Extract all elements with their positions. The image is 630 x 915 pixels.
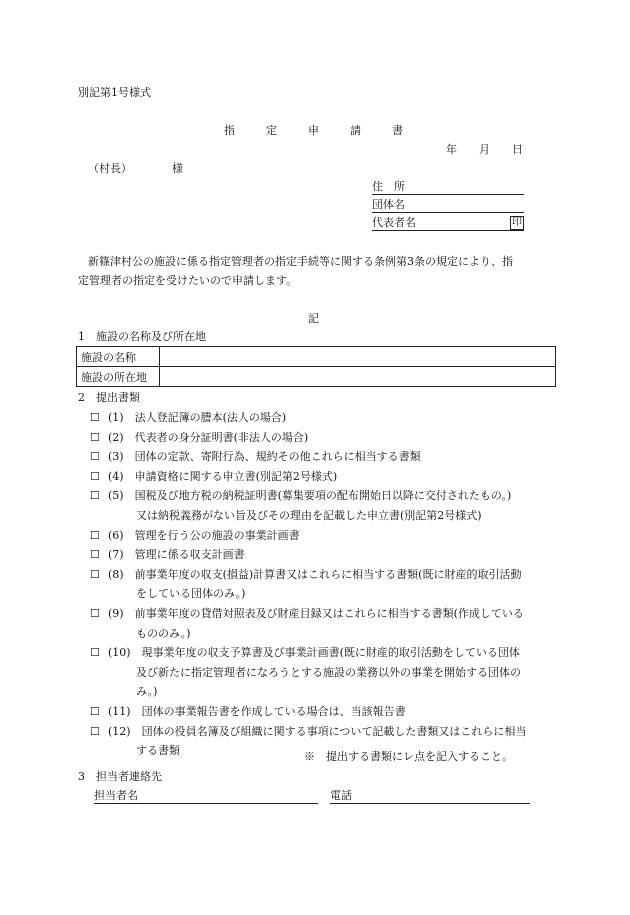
facility-location-label: 施設の所在地 <box>77 367 160 387</box>
checkbox[interactable]: ☐ <box>90 528 100 542</box>
item-number: (8) <box>108 567 124 581</box>
item-number: (7) <box>108 548 124 562</box>
phone-label: 電話 <box>330 789 352 802</box>
checkbox[interactable]: ☐ <box>90 646 100 660</box>
representative-label: 代表者名 <box>372 216 416 229</box>
date-line: 年 月 日 <box>446 143 523 156</box>
form-code: 別記第1号様式 <box>78 86 151 99</box>
item-text: 団体の役員名簿及び組織に関する事項について記載した書類又はこれらに相当 <box>141 724 527 738</box>
title-char: 定 <box>266 124 277 137</box>
item-number: (6) <box>108 528 124 542</box>
item-text: 前事業年度の貸借対照表及び財産目録又はこれらに相当する書類(作成している <box>134 606 524 620</box>
item-number: (3) <box>108 450 124 464</box>
item-text-continued: 及び新たに指定管理者になろうとする施設の業務以外の事業を開始する団体の <box>136 665 521 679</box>
item-number: (9) <box>108 606 124 620</box>
intro-text-line2: 定管理者の指定を受けたいので申請します。 <box>78 274 298 287</box>
addressee-honorific: 様 <box>172 162 183 175</box>
checkbox[interactable]: ☐ <box>90 548 100 562</box>
checkbox[interactable]: ☐ <box>90 567 100 581</box>
item-number: (12) <box>108 724 131 738</box>
item-text: 現事業年度の収支予算書及び事業計画書(既に財産的取引活動をしている団体 <box>141 646 520 660</box>
facility-name-label: 施設の名称 <box>77 347 160 367</box>
phone-field[interactable] <box>330 789 530 804</box>
checkbox[interactable]: ☐ <box>90 469 100 483</box>
address-field[interactable] <box>372 180 524 195</box>
checkbox[interactable]: ☐ <box>90 489 100 503</box>
item-text: 申請資格に関する申立書(別記第2号様式) <box>134 469 338 483</box>
seal-mark: 印 <box>512 217 522 228</box>
list-item <box>90 604 526 643</box>
list-item <box>90 545 526 565</box>
addressee-name: （村長） <box>88 162 132 175</box>
checkmark-note: ※ 提出する書類にレ点を記入すること。 <box>304 750 513 763</box>
item-text: 団体の事業報告書を作成している場合は、当該報告書 <box>141 704 406 718</box>
item-text-continued: する書類 <box>136 744 180 758</box>
title-char: 請 <box>350 124 361 137</box>
section3-heading: 3 担当者連絡先 <box>78 770 162 783</box>
section2-heading: 2 提出書類 <box>78 391 140 404</box>
item-text-continued: もののみ。) <box>136 626 191 640</box>
section1-heading: 1 施設の名称及び所在地 <box>78 330 206 343</box>
title-char: 書 <box>392 124 403 137</box>
item-number: (4) <box>108 469 124 483</box>
checkbox[interactable]: ☐ <box>90 724 100 738</box>
intro-text-line1: 新篠津村公の施設に係る指定管理者の指定手続等に関する条例第3条の規定により、指 <box>88 255 513 268</box>
item-text: 国税及び地方税の納税証明書(募集要項の配布開始日以降に交付されたもの。) <box>134 489 512 503</box>
list-item <box>90 643 526 702</box>
checkbox[interactable]: ☐ <box>90 450 100 464</box>
item-number: (1) <box>108 411 124 424</box>
checkbox[interactable]: ☐ <box>90 411 100 424</box>
item-text: 管理に係る収支計画書 <box>134 548 245 562</box>
item-text: 前事業年度の収支(損益)計算書又はこれらに相当する書類(既に財産的取引活動 <box>134 567 522 581</box>
list-item <box>90 428 526 448</box>
list-item <box>90 526 526 546</box>
title-char: 指 <box>224 124 235 137</box>
table-row <box>77 367 556 387</box>
item-text-continued: をしている団体のみ。) <box>136 587 246 601</box>
contact-person-label: 担当者名 <box>94 789 138 802</box>
item-text-continued: み。) <box>136 685 158 699</box>
list-item <box>90 447 526 467</box>
list-item <box>90 486 526 525</box>
facility-location-input[interactable] <box>160 367 556 387</box>
item-text: 法人登記簿の謄本(法人の場合) <box>134 411 287 424</box>
item-number: (10) <box>108 646 131 660</box>
checkbox[interactable]: ☐ <box>90 606 100 620</box>
item-text: 管理を行う公の施設の事業計画書 <box>134 528 300 542</box>
group-name-field[interactable] <box>372 198 524 213</box>
item-number: (11) <box>108 704 131 718</box>
table-row <box>77 347 556 367</box>
list-item <box>90 565 526 604</box>
item-number: (2) <box>108 430 124 444</box>
list-item <box>90 702 526 722</box>
representative-field[interactable] <box>372 216 524 231</box>
ki-heading: 記 <box>308 312 319 325</box>
document-list <box>90 408 526 761</box>
facility-table <box>76 346 556 387</box>
list-item <box>90 408 526 428</box>
title-char: 申 <box>308 124 319 137</box>
contact-person-field[interactable] <box>94 789 318 804</box>
facility-name-input[interactable] <box>160 347 556 367</box>
checkbox[interactable]: ☐ <box>90 430 100 444</box>
list-item <box>90 467 526 487</box>
checkbox[interactable]: ☐ <box>90 704 100 718</box>
address-label: 住 所 <box>372 180 405 193</box>
item-text-continued: 又は納税義務がない旨及びその理由を記載した申立書(別記第2号様式) <box>136 508 482 522</box>
item-text: 代表者の身分証明書(非法人の場合) <box>134 430 309 444</box>
item-text: 団体の定款、寄附行為、規約その他これらに相当する書類 <box>134 450 421 464</box>
page-title <box>224 124 434 138</box>
item-number: (5) <box>108 489 124 503</box>
group-name-label: 団体名 <box>372 198 405 211</box>
